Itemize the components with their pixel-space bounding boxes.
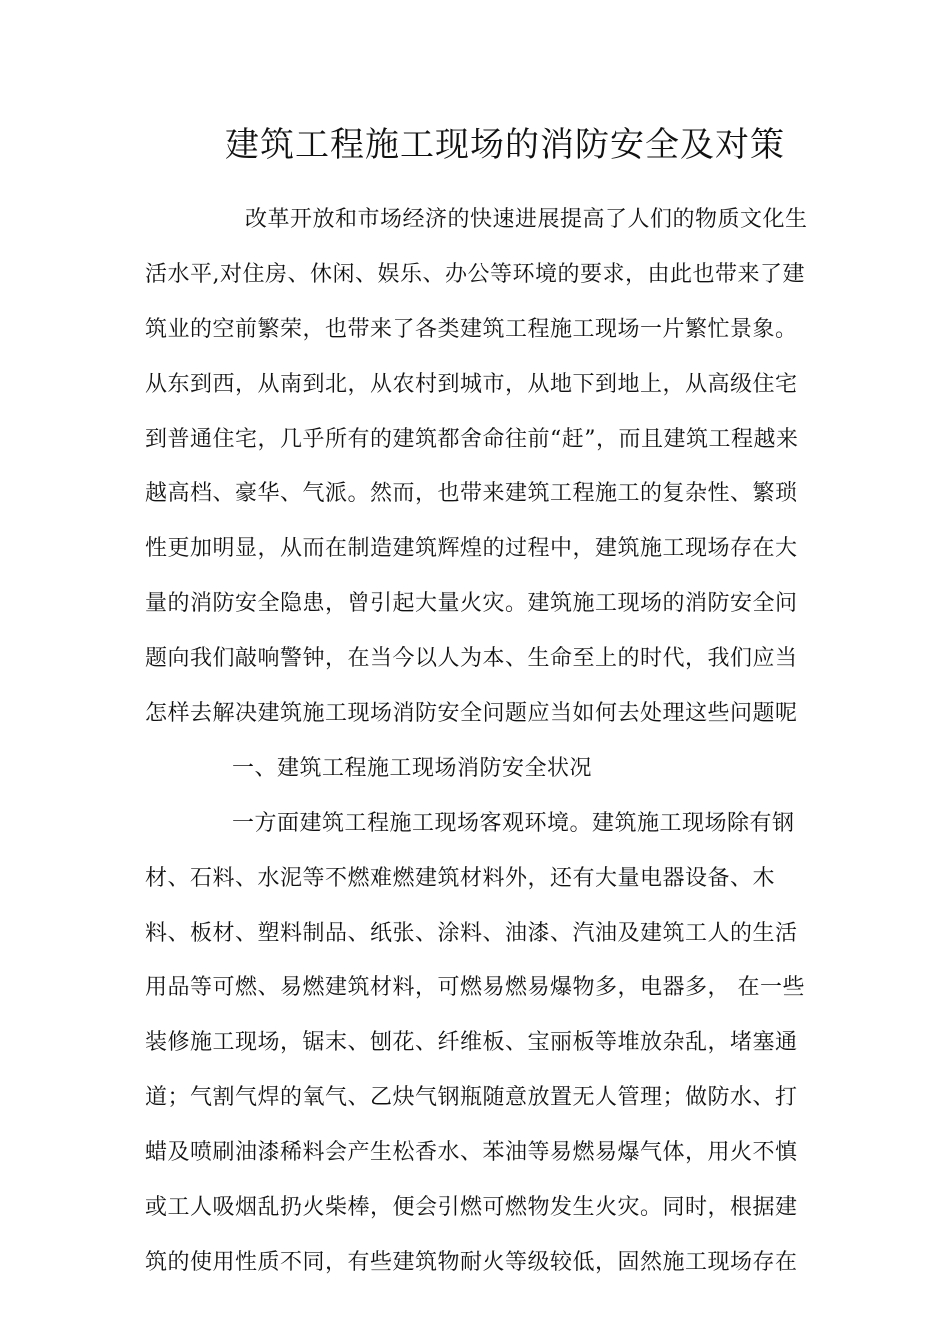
paragraph-line: 道；气割气焊的氧气、乙炔气钢瓶随意放置无人管理；做防水、打 (145, 1085, 798, 1111)
paragraph-line: 改革开放和市场经济的快速进展提高了人们的物质文化生 (245, 207, 808, 232)
paragraph-line: 料、板材、塑料制品、纸张、涂料、油漆、汽油及建筑工人的生活 (145, 920, 798, 946)
paragraph-line: 蜡及喷刷油漆稀料会产生松香水、苯油等易燃易爆气体，用火不慎 (145, 1140, 798, 1166)
section-heading: 一、建筑工程施工现场消防安全状况 (232, 755, 593, 781)
paragraph-line: 装修施工现场，锯末、刨花、纤维板、宝丽板等堆放杂乱，堵塞通 (145, 1030, 798, 1056)
paragraph-line: 越高档、豪华、气派。然而，也带来建筑工程施工的复杂性、繁琐 (145, 481, 798, 507)
paragraph-line: 筑的使用性质不同，有些建筑物耐火等级较低，固然施工现场存在 (145, 1249, 798, 1275)
paragraph-line: 量的消防安全隐患，曾引起大量火灾。建筑施工现场的消防安全问 (145, 591, 798, 617)
paragraph-line: 到普通住宅，几乎所有的建筑都舍命往前“赶”，而且建筑工程越来 (145, 426, 799, 452)
paragraph-line: 怎样去解决建筑施工现场消防安全问题应当如何去处理这些问题呢 (145, 701, 798, 727)
paragraph-line: 用品等可燃、易燃建筑材料，可燃易燃易爆物多，电器多， 在一些 (145, 975, 805, 1001)
paragraph-line: 从东到西，从南到北，从农村到城市，从地下到地上，从高级住宅 (145, 371, 798, 397)
paragraph-line: 或工人吸烟乱扔火柴棒，便会引燃可燃物发生火灾。同时，根据建 (145, 1195, 798, 1221)
paragraph-line: 活水平,对住房、休闲、娱乐、办公等环境的要求，由此也带来了建 (145, 261, 805, 287)
paragraph-line: 一方面建筑工程施工现场客观环境。建筑施工现场除有钢 (232, 810, 795, 836)
document-title: 建筑工程施工现场的消防安全及对策 (225, 125, 785, 165)
paragraph-line: 筑业的空前繁荣，也带来了各类建筑工程施工现场一片繁忙景象。 (145, 316, 798, 342)
paragraph-line: 性更加明显，从而在制造建筑辉煌的过程中，建筑施工现场存在大 (145, 536, 798, 562)
paragraph-line: 题向我们敲响警钟，在当今以人为本、生命至上的时代，我们应当 (145, 646, 798, 672)
paragraph-line: 材、石料、水泥等不燃难燃建筑材料外，还有大量电器设备、木 (145, 865, 776, 891)
document-body (145, 193, 808, 1291)
